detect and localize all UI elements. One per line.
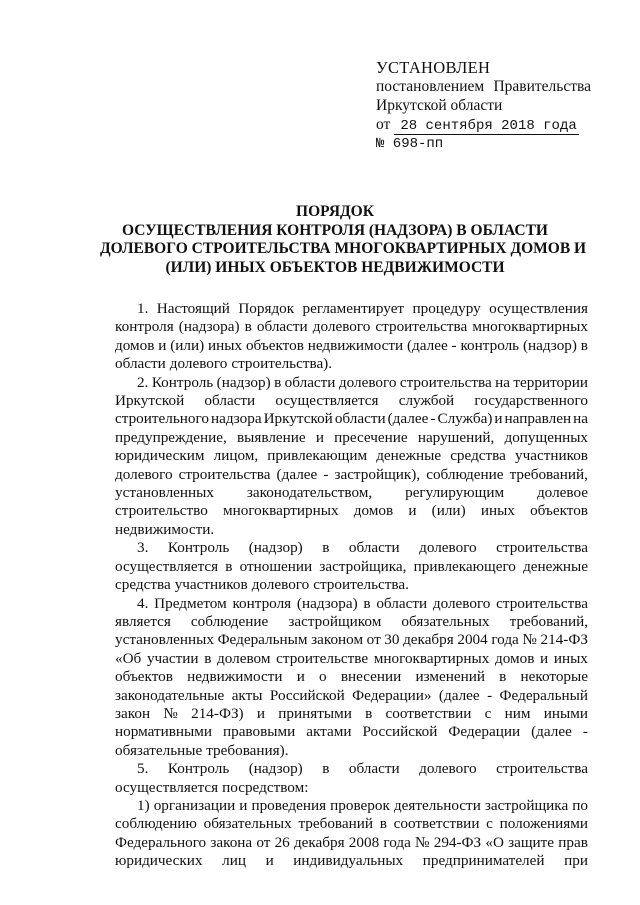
- body-word: долевого: [115, 465, 173, 483]
- body-line: [115, 318, 588, 336]
- body-word: Настоящий: [156, 300, 230, 317]
- body-word: соблюдение: [190, 612, 269, 630]
- body-word: многоквартирных: [472, 318, 588, 336]
- body-word: области: [376, 594, 428, 612]
- body-word: участников: [174, 576, 248, 594]
- body-line: [115, 429, 588, 447]
- body-word: застройщика: [484, 796, 569, 814]
- body-word: области: [348, 539, 400, 557]
- body-line: [115, 558, 588, 576]
- body-word: является: [115, 612, 171, 630]
- body-word: службой: [398, 392, 455, 410]
- title-line: ДОЛЕВОГО СТРОИТЕЛЬСТВА МНОГОКВАРТИРНЫХ ДОМОВ И: [100, 240, 587, 257]
- body-word: проверок: [330, 796, 390, 814]
- body-word: года: [491, 631, 519, 649]
- body-word: домов: [494, 649, 535, 667]
- body-word: долевого: [338, 373, 397, 391]
- body-word: строительства.: [313, 576, 409, 594]
- body-word: №: [163, 704, 178, 722]
- body-word: застройщик),: [334, 465, 421, 483]
- body-word: объектов: [530, 502, 588, 520]
- document-body: [115, 300, 588, 871]
- body-word: некоторые: [520, 668, 588, 686]
- body-line: [115, 705, 588, 723]
- body-word: соблюдению: [115, 815, 197, 833]
- body-word: требований: [298, 815, 374, 833]
- body-word: долевого: [169, 355, 228, 373]
- body-word: пресечение: [334, 428, 408, 446]
- approval-stamp-block: [376, 58, 591, 154]
- body-word: территории: [513, 373, 588, 391]
- body-word: юридических: [115, 852, 203, 870]
- approval-resolution-word: постановлением: [376, 78, 485, 95]
- body-word: посредством:: [222, 778, 309, 796]
- body-word: в: [322, 539, 330, 557]
- body-word: строительства).: [231, 355, 333, 373]
- body-word: прав: [558, 833, 588, 851]
- body-word: года: [383, 833, 411, 851]
- body-word: законодательные: [115, 686, 225, 704]
- body-word: 30: [384, 631, 400, 649]
- body-word: 5.: [137, 760, 149, 778]
- body-word: иных: [480, 502, 515, 520]
- body-word: долевого: [419, 539, 477, 557]
- body-word: Предметом: [154, 594, 227, 612]
- body-line: [115, 668, 588, 686]
- body-word: «Об: [115, 649, 142, 667]
- body-word: привлекающим: [267, 447, 368, 465]
- body-word: долевом: [217, 649, 271, 667]
- body-word: по: [572, 796, 588, 814]
- body-word: области: [204, 392, 256, 410]
- body-word: установленных: [115, 484, 214, 502]
- body-line: [115, 300, 588, 318]
- body-word: обязательные: [115, 741, 203, 759]
- document-title: [100, 203, 587, 277]
- body-word: области: [348, 760, 400, 778]
- body-word: 1.: [137, 300, 149, 317]
- body-word: на: [573, 410, 588, 428]
- body-line: [115, 852, 588, 870]
- body-word: -: [430, 410, 436, 428]
- body-word: участии: [146, 649, 199, 667]
- body-word: положениями: [499, 815, 588, 833]
- body-word: 26: [274, 833, 290, 851]
- body-word: Иркутской: [115, 392, 185, 410]
- body-word: контроля: [232, 594, 292, 612]
- approval-date-value: 28 сентября 2018 года: [394, 118, 578, 135]
- body-word: внесении: [340, 668, 402, 686]
- body-word: (далее: [531, 723, 572, 741]
- body-line: [115, 502, 588, 520]
- body-word: осуществления: [489, 300, 588, 317]
- body-word: строительстве: [276, 649, 369, 667]
- title-line: (ИЛИ) ИНЫХ ОБЪЕКТОВ НЕДВИЖИМОСТИ: [165, 258, 505, 276]
- body-word: установленных: [115, 631, 214, 649]
- body-word: в: [499, 668, 507, 686]
- body-word: (или): [170, 336, 205, 354]
- body-line: [115, 392, 588, 410]
- body-word: надзора: [210, 410, 262, 428]
- body-word: от: [366, 631, 381, 649]
- body-word: иных: [208, 336, 243, 354]
- body-word: принятыми: [278, 704, 352, 722]
- body-word: осуществляется: [115, 778, 219, 796]
- body-word: государственного: [474, 392, 588, 410]
- body-word: направлен: [504, 410, 572, 428]
- body-word: предупреждение,: [115, 428, 227, 446]
- body-word: осуществляется: [275, 392, 379, 410]
- body-word: -: [323, 465, 329, 483]
- body-word: и: [256, 704, 266, 722]
- body-word: отношении: [239, 557, 313, 575]
- body-word: 3.: [137, 539, 149, 557]
- body-word: требований,: [509, 612, 588, 630]
- body-word: закона: [210, 833, 253, 851]
- body-word: строительства: [178, 465, 271, 483]
- body-word: нарушений,: [417, 428, 495, 446]
- body-word: привлекающего: [413, 557, 516, 575]
- body-word: и: [265, 852, 274, 870]
- body-word: соответствии: [393, 815, 480, 833]
- title-line: ОСУЩЕСТВЛЕНИЯ КОНТРОЛЯ (НАДЗОРА) В ОБЛАСТИ: [121, 221, 548, 239]
- body-word: лицом,: [213, 447, 259, 465]
- body-word: законом: [311, 631, 364, 649]
- body-word: и: [494, 410, 503, 428]
- body-word: области: [284, 373, 336, 391]
- body-line: [115, 613, 588, 631]
- body-word: 2008: [348, 833, 380, 851]
- approval-government-word: Правительства: [493, 78, 591, 95]
- body-word: -: [487, 686, 493, 704]
- body-word: строительства: [375, 318, 468, 336]
- body-word: организации: [153, 796, 236, 814]
- body-word: денежные: [523, 557, 588, 575]
- body-word: 2004: [457, 631, 488, 649]
- body-word: акты: [231, 686, 263, 704]
- body-word: (далее: [276, 465, 318, 483]
- body-line: [115, 834, 588, 852]
- body-word: многоквартирных: [223, 502, 339, 520]
- body-word: ним: [504, 704, 531, 722]
- body-line: [115, 521, 588, 539]
- body-word: декабря: [293, 833, 345, 851]
- body-word: объектов: [245, 336, 304, 354]
- body-word: (надзор): [522, 336, 577, 354]
- body-word: нормативными: [115, 723, 212, 741]
- body-line: [115, 779, 588, 797]
- body-word: в: [363, 594, 371, 612]
- body-word: №: [522, 631, 537, 649]
- body-word: в: [204, 649, 212, 667]
- body-line: [115, 797, 588, 815]
- body-word: денежные: [376, 447, 442, 465]
- body-word: (надзор): [248, 539, 303, 557]
- body-word: и: [540, 649, 549, 667]
- body-word: Федеральный: [499, 686, 588, 704]
- body-line: [115, 595, 588, 613]
- approval-resolution-line: [376, 77, 591, 96]
- body-word: долевого: [251, 576, 310, 594]
- body-word: долевого: [432, 594, 491, 612]
- body-word: строительного: [115, 410, 209, 428]
- body-word: строительства: [496, 594, 588, 612]
- body-word: декабря: [403, 631, 454, 649]
- body-word: лиц: [222, 852, 246, 870]
- body-word: от: [256, 833, 271, 851]
- body-word: многоквартирных: [373, 649, 490, 667]
- body-word: средства: [115, 576, 171, 594]
- body-word: и: [296, 668, 305, 686]
- body-line: [115, 337, 588, 355]
- body-word: проведения: [251, 796, 327, 814]
- body-word: недвижимости: [187, 668, 283, 686]
- body-word: соответствии: [385, 704, 472, 722]
- body-word: выявление: [236, 428, 306, 446]
- body-word: 2.: [137, 373, 149, 391]
- body-word: 214-ФЗ): [191, 704, 244, 722]
- body-word: (надзора): [296, 594, 358, 612]
- body-word: 4.: [137, 594, 149, 612]
- body-word: (далее: [438, 686, 480, 704]
- body-word: Служба): [437, 410, 493, 428]
- body-word: соблюдение: [426, 465, 504, 483]
- body-word: -: [582, 723, 588, 741]
- body-word: Порядок: [238, 300, 295, 317]
- body-word: с: [484, 704, 492, 722]
- body-line: [115, 539, 588, 557]
- body-word: Контроль: [151, 373, 214, 391]
- body-word: иных: [553, 649, 588, 667]
- body-word: контроля: [115, 318, 174, 336]
- body-line: [115, 447, 588, 465]
- body-line: [115, 466, 588, 484]
- body-line: [115, 484, 588, 502]
- body-word: при: [564, 852, 588, 870]
- approval-date-prefix: от: [376, 116, 391, 133]
- body-word: о: [319, 668, 327, 686]
- body-line: [115, 355, 588, 373]
- body-word: и: [408, 502, 417, 520]
- body-word: осуществляется: [115, 557, 219, 575]
- body-word: участников: [514, 447, 588, 465]
- body-line: [115, 687, 588, 705]
- body-word: области: [256, 318, 308, 336]
- body-word: средства: [450, 447, 506, 465]
- body-word: 1): [137, 796, 150, 814]
- body-line: [115, 631, 588, 649]
- body-word: №: [415, 833, 430, 851]
- body-word: процедуру: [412, 300, 481, 317]
- body-word: недвижимости.: [115, 520, 215, 538]
- body-word: Федеральным: [217, 631, 308, 649]
- body-word: Контроль: [167, 760, 230, 778]
- body-word: (надзора): [178, 318, 240, 336]
- body-line: [115, 576, 588, 594]
- body-word: строительства: [399, 373, 492, 391]
- body-word: юридическим: [115, 447, 205, 465]
- body-line: [115, 760, 588, 778]
- body-word: законодательством,: [246, 484, 373, 502]
- body-word: допущенных: [504, 428, 588, 446]
- body-word: и: [158, 336, 167, 354]
- body-word: (далее: [387, 410, 429, 428]
- body-line: [115, 374, 588, 392]
- approval-number: № 698-пп: [376, 136, 444, 152]
- body-line: [115, 410, 588, 428]
- body-word: регулирующим: [405, 484, 505, 502]
- body-word: -: [451, 336, 457, 354]
- body-word: объектов: [115, 668, 173, 686]
- title-line: ПОРЯДОК: [296, 203, 374, 220]
- body-word: обязательных: [203, 815, 292, 833]
- body-word: 294-ФЗ: [433, 833, 482, 851]
- body-word: закон: [115, 704, 151, 722]
- body-line: [115, 723, 588, 741]
- body-word: строительства: [496, 539, 588, 557]
- body-word: Иркутской: [263, 410, 333, 428]
- body-word: области: [115, 355, 166, 373]
- body-word: и: [315, 428, 324, 446]
- body-word: долевого: [419, 760, 477, 778]
- body-word: застройщика,: [319, 557, 407, 575]
- body-word: Федерации: [448, 723, 521, 741]
- body-word: строительства: [496, 760, 588, 778]
- body-word: (далее: [406, 336, 448, 354]
- body-word: в: [365, 704, 373, 722]
- body-word: правовыми: [222, 723, 296, 741]
- approval-date-line: [376, 115, 591, 135]
- body-word: актами: [306, 723, 352, 741]
- body-word: долевого: [312, 318, 371, 336]
- approval-stamp-heading: УСТАНОВЛЕН: [376, 58, 491, 77]
- body-word: в: [225, 557, 233, 575]
- body-word: в: [580, 336, 588, 354]
- body-word: (или): [431, 502, 466, 520]
- body-word: в: [322, 760, 330, 778]
- body-word: иными: [543, 704, 588, 722]
- body-word: недвижимости: [307, 336, 404, 354]
- approval-region: Иркутской области: [376, 97, 503, 114]
- body-word: застройщиком: [288, 612, 382, 630]
- body-word: строительство: [115, 502, 208, 520]
- body-word: обязательных: [401, 612, 490, 630]
- body-word: Российской: [362, 723, 438, 741]
- body-word: в: [244, 318, 252, 336]
- body-line: [115, 650, 588, 668]
- body-word: Федерации»: [352, 686, 432, 704]
- body-word: (надзор): [248, 760, 303, 778]
- body-word: 214-ФЗ: [540, 631, 588, 649]
- body-word: в: [274, 373, 282, 391]
- body-word: требования).: [206, 741, 289, 759]
- body-word: контроль: [460, 336, 520, 354]
- body-word: домов: [115, 336, 155, 354]
- body-word: долевое: [536, 484, 588, 502]
- body-word: Контроль: [167, 539, 230, 557]
- body-word: и: [239, 796, 248, 814]
- body-word: Федерального: [115, 833, 207, 851]
- body-word: области: [334, 410, 386, 428]
- body-word: индивидуальных: [293, 852, 404, 870]
- body-word: деятельности: [393, 796, 481, 814]
- body-word: в: [379, 815, 387, 833]
- body-word: «О: [485, 833, 504, 851]
- body-word: на: [495, 373, 510, 391]
- body-word: защите: [508, 833, 555, 851]
- body-word: (надзор): [216, 373, 271, 391]
- body-word: Российской: [269, 686, 345, 704]
- body-line: [115, 742, 588, 760]
- body-word: требований,: [509, 465, 588, 483]
- body-word: изменений: [415, 668, 485, 686]
- body-word: регламентирует: [302, 300, 405, 317]
- body-line: [115, 815, 588, 833]
- body-word: домов: [353, 502, 394, 520]
- body-word: с: [486, 815, 493, 833]
- body-word: предпринимателей: [422, 852, 545, 870]
